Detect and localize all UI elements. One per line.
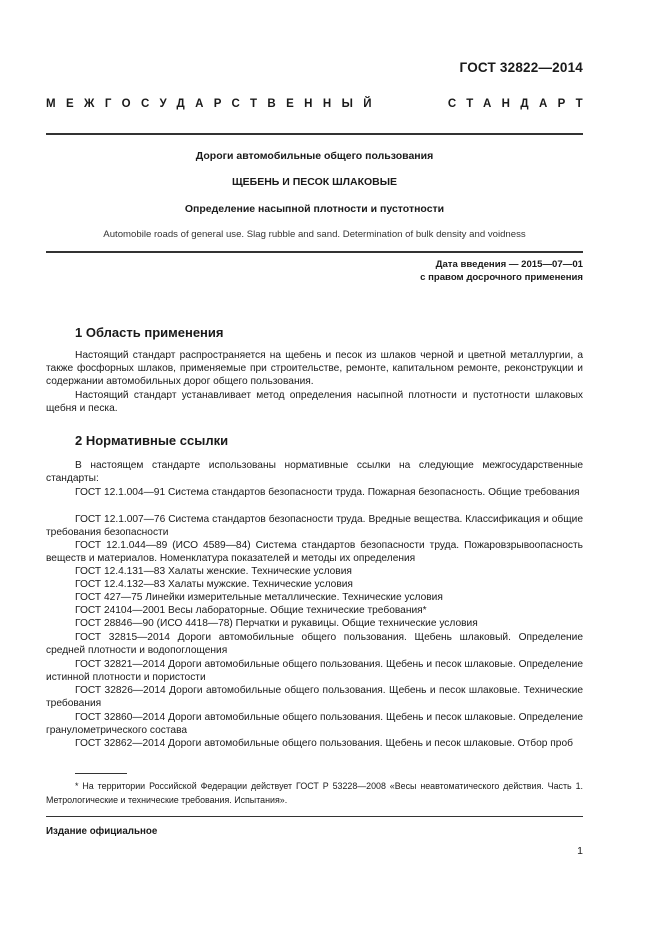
introduction-date: Дата введения — 2015—07—01	[435, 259, 583, 270]
footnote-rule	[75, 773, 127, 774]
banner-left: МЕЖГОСУДАРСТВЕННЫЙ	[46, 98, 382, 110]
section-1-paragraph-2: Настоящий стандарт устанавливает метод определения насыпной плотности и пустотности шлаковых щебня и песка.	[46, 390, 583, 415]
reference-item: ГОСТ 32860—2014 Дороги автомобильные общего пользования. Щебень и песок шлаковые. Определение гранулометрического состава	[46, 712, 583, 737]
section-2-heading: 2 Нормативные ссылки	[75, 433, 229, 448]
section-2-intro: В настоящем стандарте использованы нормативные ссылки на следующие межгосударственные стандарты:	[46, 460, 583, 485]
gost-number: ГОСТ 32822—2014	[459, 60, 583, 75]
reference-item: ГОСТ 427—75 Линейки измерительные металлические. Технические условия	[75, 592, 443, 603]
reference-item: ГОСТ 12.1.007—76 Система стандартов безопасности труда. Вредные вещества. Классификация и общие требования безопасности	[46, 514, 583, 539]
top-rule	[46, 133, 583, 135]
reference-item: ГОСТ 28846—90 (ИСО 4418—78) Перчатки и рукавицы. Общие технические условия	[75, 618, 478, 629]
introduction-note: с правом досрочного применения	[420, 272, 583, 283]
title-line-2: ЩЕБЕНЬ И ПЕСОК ШЛАКОВЫЕ	[231, 176, 398, 188]
reference-item: ГОСТ 12.4.132—83 Халаты мужские. Технические условия	[75, 579, 353, 590]
reference-item: ГОСТ 12.1.004—91 Система стандартов безопасности труда. Пожарная безопасность. Общие требования	[75, 487, 580, 498]
bottom-rule	[46, 816, 583, 817]
introduction-block	[420, 258, 583, 284]
reference-item: ГОСТ 24104—2001 Весы лабораторные. Общие технические требования*	[75, 605, 427, 616]
page-number: 1	[577, 845, 583, 857]
reference-item: ГОСТ 32821—2014 Дороги автомобильные общего пользования. Щебень и песок шлаковые. Определение истинной плотности и пористости	[46, 659, 583, 684]
reference-item: ГОСТ 32815—2014 Дороги автомобильные общего пользования. Щебень шлаковый. Определение средней плотности и водопоглощения	[46, 632, 583, 657]
title-line-3: Определение насыпной плотности и пустотности	[184, 203, 445, 215]
section-1-heading: 1 Область применения	[75, 325, 224, 340]
reference-item: ГОСТ 32862—2014 Дороги автомобильные общего пользования. Щебень и песок шлаковые. Отбор проб	[75, 738, 573, 749]
reference-item: ГОСТ 32826—2014 Дороги автомобильные общего пользования. Щебень и песок шлаковые. Технические требования	[46, 685, 583, 710]
reference-item: ГОСТ 12.1.044—89 (ИСО 4589—84) Система стандартов безопасности труда. Пожаровзрывоопасность веществ и материалов. Номенклатура показателей и методы их определения	[46, 540, 583, 565]
banner-right: СТАНДАРТ	[447, 98, 593, 110]
section-1-paragraph-1: Настоящий стандарт распространяется на щебень и песок из шлаков черной и цветной металлургии, а также фосфорных шлаков, применяемые при строительстве, ремонте, капитальном ремонте, реконструкции и содержании автомобильных дорог общего пользования.	[46, 350, 583, 388]
title-rule	[46, 251, 583, 253]
edition-label: Издание официальное	[46, 826, 158, 837]
english-title: Automobile roads of general use. Slag rubble and sand. Determination of bulk density and voidness	[103, 229, 526, 240]
standard-banner	[46, 98, 593, 110]
footnote: * На территории Российской Федерации действует ГОСТ Р 53228—2008 «Весы неавтоматического действия. Часть 1. Метрологические и технические требования. Испытания».	[46, 781, 583, 805]
title-line-1: Дороги автомобильные общего пользования	[195, 150, 434, 162]
reference-item: ГОСТ 12.4.131—83 Халаты женские. Технические условия	[75, 566, 352, 577]
